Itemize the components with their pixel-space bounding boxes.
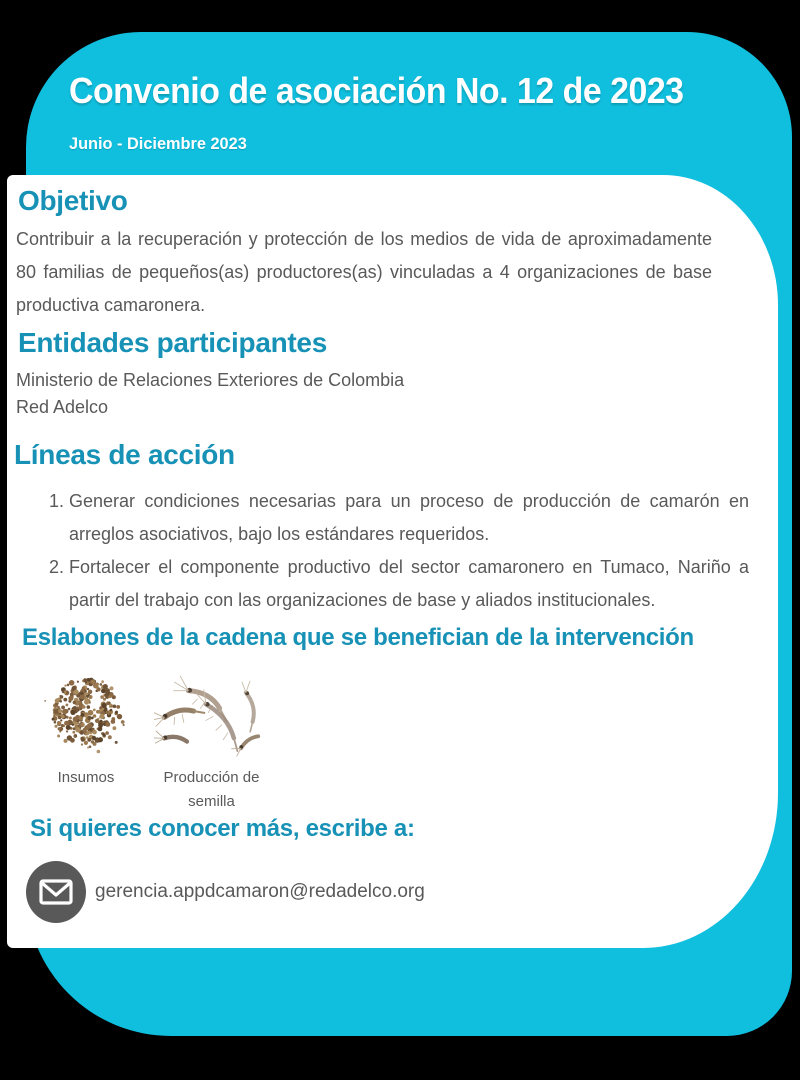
eslabones-heading: Eslabones de la cadena que se benefician de la intervención — [22, 624, 694, 651]
entidades-list — [16, 367, 712, 421]
shrimp-larvae-image — [154, 670, 269, 758]
semilla-figure — [154, 670, 269, 814]
lineas-list — [16, 485, 749, 617]
entidad-item: Red Adelco — [16, 397, 109, 417]
linea-item: 1. Generar condiciones necesarias para un proceso de producción de camarón en arreglos asociativos, bajo los estándares requeridos. — [69, 485, 749, 551]
header — [69, 70, 769, 154]
semilla-caption: Producción de semilla — [163, 769, 260, 810]
date-range-subtitle: Junio - Diciembre 2023 — [69, 134, 247, 153]
contact-email: gerencia.appdcamaron@redadelco.org — [95, 881, 425, 902]
insumos-caption: Insumos — [57, 769, 115, 786]
envelope-icon — [25, 860, 87, 924]
lineas-heading: Líneas de acción — [14, 439, 235, 470]
page-title: Convenio de asociación No. 12 de 2023 — [69, 70, 684, 111]
content-card — [7, 175, 778, 948]
entidades-heading: Entidades participantes — [18, 327, 327, 358]
objetivo-heading: Objetivo — [18, 185, 128, 216]
entidad-item: Ministerio de Relaciones Exteriores de Colombia — [16, 370, 405, 390]
insumos-figure — [40, 670, 132, 814]
linea-item: 2. Fortalecer el componente productivo del sector camaronero en Tumaco, Nariño a partir del trabajo con las organizaciones de base y aliados institucionales. — [69, 551, 749, 617]
contacto-heading: Si quieres conocer más, escribe a: — [30, 815, 415, 842]
eslabones-figures — [40, 670, 269, 814]
objetivo-paragraph: Contribuir a la recuperación y protección de los medios de vida de aproximadamente 80 familias de pequeños(as) productores(as) vinculadas a 4 organizaciones de base productiva camaronera. — [16, 229, 712, 315]
contact-row — [25, 860, 425, 924]
feed-pellets-image — [40, 670, 132, 758]
